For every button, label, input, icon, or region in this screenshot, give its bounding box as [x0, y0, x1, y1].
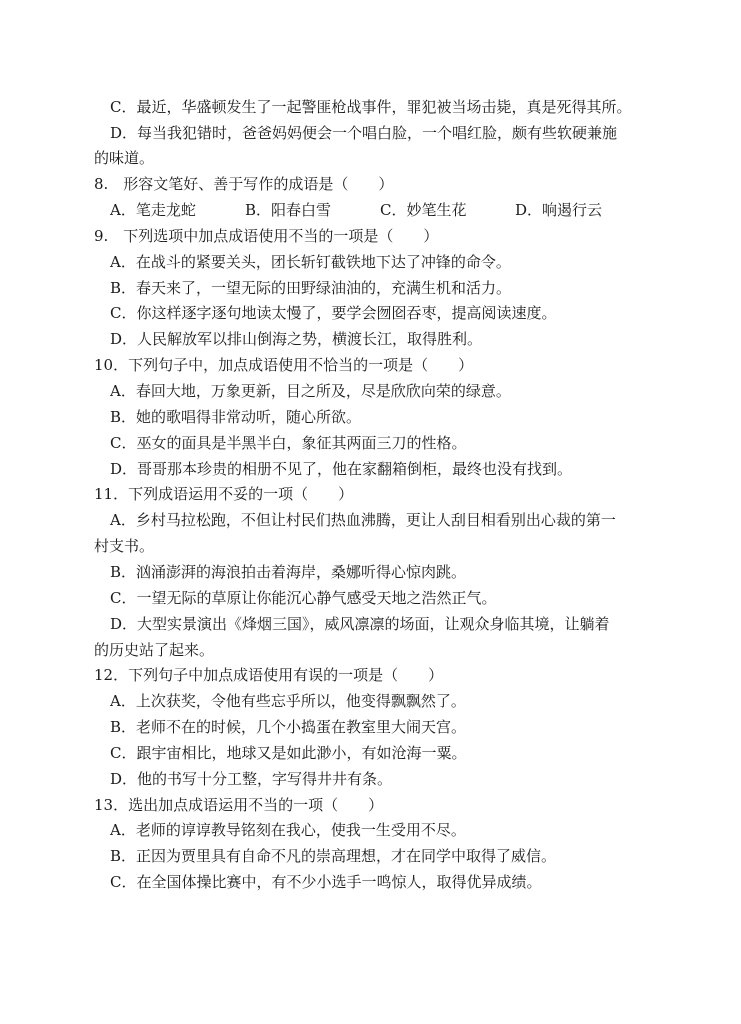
q10-option-b: B．她的歌唱得非常动听，随心所欲。 — [110, 408, 362, 426]
q13-option-b: B．正因为贾里具有自命不凡的崇高理想，才在同学中取得了威信。 — [110, 847, 557, 865]
q7-option-c: C．最近，华盛顿发生了一起警匪枪战事件，罪犯被当场击毙，真是死得其所。 — [110, 98, 632, 116]
q13-option-a: A．老师的谆谆教导铭刻在我心，使我一生受用不尽。 — [110, 821, 466, 839]
q7-option-d: D．每当我犯错时，爸爸妈妈便会一个唱白脸，一个唱红脸，颇有些软硬兼施 — [110, 124, 618, 142]
question-11: 11．下列成语运用不妥的一项（ ） — [94, 485, 354, 503]
question-13: 13．选出加点成语运用不当的一项（ ） — [94, 796, 384, 814]
q11-option-b: B．汹涌澎湃的海浪拍击着海岸，桑娜听得心惊肉跳。 — [110, 563, 467, 581]
q8-option-d: D．响遏行云 — [515, 201, 603, 219]
q11-option-a: A．乡村马拉松跑，不但让村民们热血沸腾，更让人刮目相看别出心裁的第一 — [110, 511, 616, 529]
q12-option-d: D．他的书写十分工整，字写得井井有条。 — [110, 770, 393, 788]
q9-option-b: B．春天来了，一望无际的田野绿油油的，充满生机和活力。 — [110, 279, 512, 297]
q10-option-d: D．哥哥那本珍贵的相册不见了，他在家翻箱倒柜，最终也没有找到。 — [110, 460, 573, 478]
q8-option-a: A．笔走龙蛇 — [110, 201, 196, 219]
q12-option-b: B．老师不在的时候，几个小捣蛋在教室里大闹天宫。 — [110, 718, 467, 736]
question-8: 8. 形容文笔好、善于写作的成语是（ ） — [94, 175, 394, 193]
q10-option-a: A．春回大地，万象更新，目之所及，尽是欣欣向荣的绿意。 — [110, 382, 511, 400]
question-12: 12．下列句子中加点成语使用有误的一项是（ ） — [94, 666, 444, 684]
q12-option-a: A．上次获奖，令他有些忘乎所以，他变得飘飘然了。 — [110, 692, 466, 710]
question-9: 9. 下列选项中加点成语使用不当的一项是（ ） — [94, 227, 439, 245]
q9-option-a: A．在战斗的紧要关头，团长斩钉截铁地下达了冲锋的命令。 — [110, 253, 511, 271]
q12-option-c: C．跟宇宙相比，地球又是如此渺小，有如沧海一粟。 — [110, 744, 467, 762]
q7-option-d-continued: 的味道。 — [94, 149, 155, 167]
q9-option-d: D．人民解放军以排山倒海之势，横渡长江，取得胜利。 — [110, 330, 483, 348]
q11-option-c: C．一望无际的草原让你能沉心静气感受天地之浩然正气。 — [110, 589, 497, 607]
q10-option-c: C．巫女的面具是半黑半白，象征其两面三刀的性格。 — [110, 434, 467, 452]
q8-options — [110, 197, 650, 223]
q11-option-a-continued: 村支书。 — [94, 537, 155, 555]
q11-option-d: D．大型实景演出《烽烟三国》，威风凛凛的场面，让观众身临其境，让躺着 — [110, 615, 610, 633]
question-10: 10．下列句子中，加点成语使用不恰当的一项是（ ） — [94, 356, 474, 374]
q8-option-c: C．妙笔生花 — [380, 201, 467, 219]
q8-option-b: B．阳春白雪 — [245, 201, 332, 219]
q9-option-c: C．你这样逐字逐句地读太慢了，要学会囫囵吞枣，提高阅读速度。 — [110, 304, 557, 322]
q13-option-c: C．在全国体操比赛中，有不少小选手一鸣惊人，取得优异成绩。 — [110, 873, 542, 891]
q11-option-d-continued: 的历史站了起来。 — [94, 641, 215, 659]
